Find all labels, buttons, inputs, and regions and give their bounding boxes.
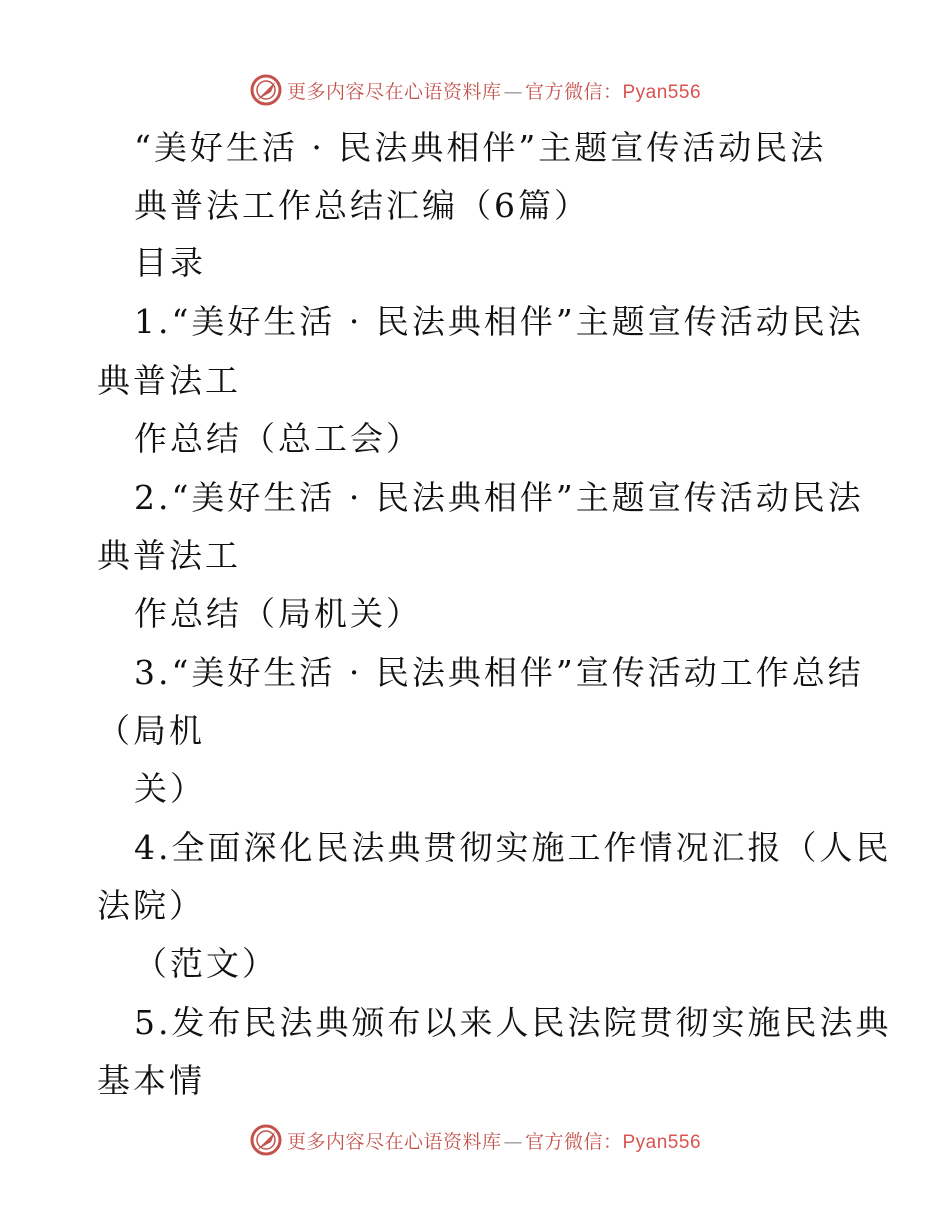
toc-item-4-line3: （范文）	[134, 944, 278, 983]
document-title-line1: “美好生活 · 民法典相伴”主题宣传活动民法	[134, 128, 827, 167]
toc-item-4-line2: 法院）	[97, 886, 205, 925]
quill-logo-icon	[249, 73, 283, 107]
watermark-text	[287, 1127, 701, 1154]
watermark-site: 更多内容尽在心语资料库	[286, 80, 502, 103]
toc-item-5-line2: 基本情	[97, 1061, 205, 1100]
toc-item-3-line1: 3.“美好生活 · 民法典相伴”宣传活动工作总结	[134, 653, 864, 692]
watermark-footer	[0, 1120, 950, 1160]
toc-item-3-line2: （局机	[97, 711, 205, 750]
quill-logo-icon	[249, 1123, 283, 1157]
toc-item-2-line3: 作总结（局机关）	[134, 594, 422, 633]
watermark-wechat-label: 官方微信：	[524, 1130, 623, 1153]
document-title-line2: 典普法工作总结汇编（6篇）	[134, 186, 590, 225]
toc-item-1-line1: 1.“美好生活 · 民法典相伴”主题宣传活动民法	[134, 302, 864, 341]
toc-heading: 目录	[134, 243, 206, 282]
watermark-dash: —	[503, 80, 523, 103]
watermark-header	[0, 70, 950, 110]
toc-item-4-line1: 4.全面深化民法典贯彻实施工作情况汇报（人民	[134, 828, 892, 867]
toc-item-2-line2: 典普法工	[97, 536, 241, 575]
watermark-site: 更多内容尽在心语资料库	[286, 1130, 502, 1153]
toc-item-1-line2: 典普法工	[97, 361, 241, 400]
watermark-wechat-label: 官方微信：	[524, 80, 623, 103]
watermark-wechat-id: Pyan556	[622, 1131, 702, 1153]
watermark-dash: —	[503, 1130, 523, 1153]
toc-item-5-line1: 5.发布民法典颁布以来人民法院贯彻实施民法典	[134, 1003, 892, 1042]
watermark-wechat-id: Pyan556	[622, 81, 702, 103]
toc-item-3-line3: 关）	[134, 769, 206, 808]
watermark-text	[287, 77, 701, 104]
toc-item-1-line3: 作总结（总工会）	[134, 419, 422, 458]
toc-item-2-line1: 2.“美好生活 · 民法典相伴”主题宣传活动民法	[134, 478, 864, 517]
